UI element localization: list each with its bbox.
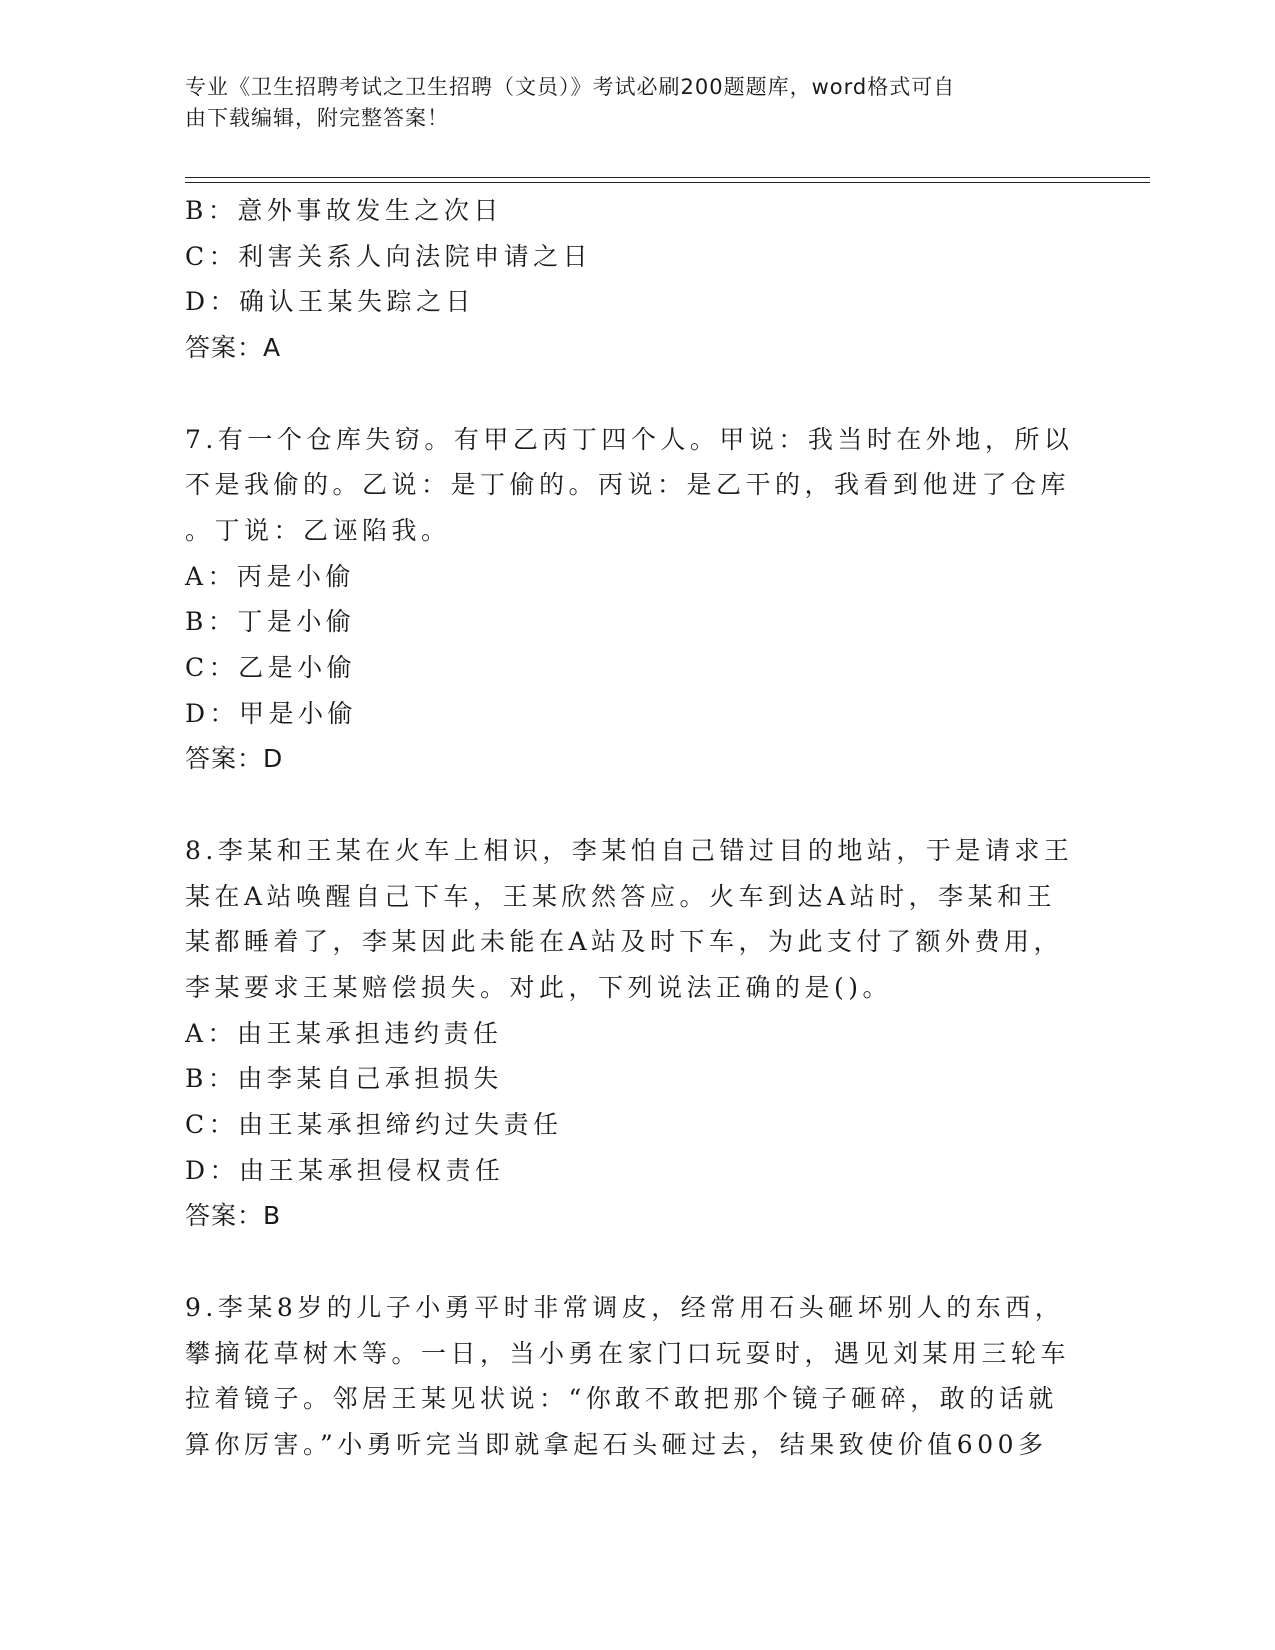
question-stem-line: 某都睡着了，李某因此未能在A站及时下车，为此支付了额外费用， — [185, 927, 1064, 957]
option-c: C：利害关系人向法院申请之日 — [185, 241, 593, 271]
question-stem-line: 攀摘花草树木等。一日，当小勇在家门口玩耍时，遇见刘某用三轮车 — [185, 1338, 1071, 1368]
answer-line: 答案：D — [185, 744, 284, 774]
answer-line: 答案：B — [185, 1201, 282, 1231]
question-stem-line: 算你厉害。”小勇听完当即就拿起石头砸过去，结果致使价值600多 — [185, 1429, 1048, 1459]
option-b: B：意外事故发生之次日 — [185, 196, 503, 225]
option-b: B：由李某自己承担损失 — [185, 1064, 503, 1094]
header-line-1: 专业《卫生招聘考试之卫生招聘（文员）》考试必刷200题题库，word格式可自 — [185, 75, 956, 99]
document-header — [185, 72, 1065, 134]
question-stem-line: 拉着镜子。邻居王某见状说：“你敢不敢把那个镜子砸碎，敢的话就 — [185, 1384, 1058, 1414]
option-b: B：丁是小偷 — [185, 607, 356, 637]
question-content — [185, 188, 1074, 1468]
option-d: D：确认王某失踪之日 — [185, 287, 476, 317]
option-d: D：由王某承担侵权责任 — [185, 1155, 505, 1185]
option-a: A：由王某承担违约责任 — [185, 1018, 503, 1048]
header-rule-top — [185, 177, 1150, 178]
question-stem-line: 8.李某和王某在火车上相识，李某怕自己错过目的地站，于是请求王 — [185, 835, 1074, 865]
answer-line: 答案：A — [185, 333, 282, 363]
question-stem-line: 。丁说：乙诬陷我。 — [185, 515, 451, 545]
question-9 — [185, 1285, 1071, 1468]
header-rule-bottom — [185, 182, 1150, 183]
question-stem-line: 9.李某8岁的儿子小勇平时非常调皮，经常用石头砸坏别人的东西， — [185, 1292, 1065, 1322]
header-line-2: 由下载编辑，附完整答案！ — [185, 106, 449, 130]
option-c: C：由王某承担缔约过失责任 — [185, 1110, 563, 1140]
option-c: C：乙是小偷 — [185, 653, 357, 683]
option-a: A：丙是小偷 — [185, 561, 356, 591]
question-stem-line: 某在A站唤醒自己下车，王某欣然答应。火车到达A站时，李某和王 — [185, 881, 1057, 911]
spacer — [185, 371, 1065, 417]
question-stem-line: 不是我偷的。乙说：是丁偷的。丙说：是乙干的，我看到他进了仓库 — [185, 470, 1071, 500]
question-6-tail — [185, 188, 1065, 371]
question-stem-line: 7.有一个仓库失窃。有甲乙丙丁四个人。甲说：我当时在外地，所以 — [185, 424, 1074, 454]
option-d: D：甲是小偷 — [185, 698, 358, 728]
spacer — [185, 1239, 1065, 1285]
question-stem-line: 李某要求王某赔偿损失。对此，下列说法正确的是()。 — [185, 972, 893, 1002]
question-8 — [185, 828, 1074, 1239]
question-7 — [185, 417, 1074, 783]
spacer — [185, 782, 1065, 828]
